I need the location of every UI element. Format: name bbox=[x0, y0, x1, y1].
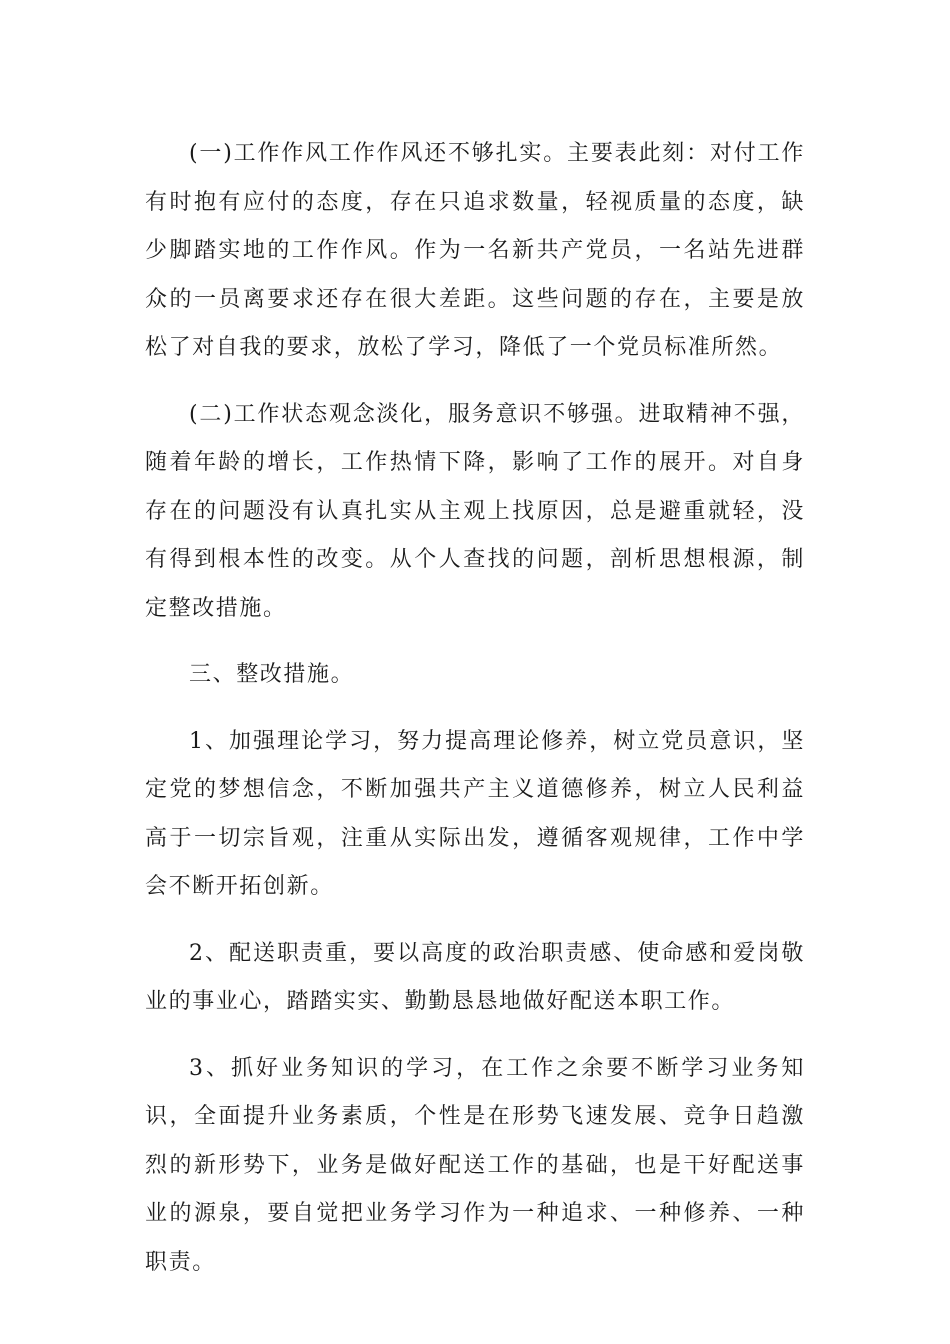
paragraph-work-style: (一)工作作风工作作风还不够扎实。主要表此刻：对付工作有时抱有应付的态度，存在只追求数量，轻视质量的态度，缺少脚踏实地的工作作风。作为一名新共产党员，一名站先进群众的一员离要求还存在很大差距。这些问题的存在，主要是放松了对自我的要求，放松了学习，降低了一个党员标准所然。 bbox=[145, 141, 805, 360]
paragraph-work-status: (二)工作状态观念淡化，服务意识不够强。进取精神不强，随着年龄的增长，工作热情下降，影响了工作的展开。对自身存在的问题没有认真扎实从主观上找原因，总是避重就轻，没有得到根本性的改变。从个人查找的问题，剖析思想根源，制定整改措施。 bbox=[145, 401, 805, 621]
document-body bbox=[145, 130, 805, 1305]
section-heading-rectification: 三、整改措施。 bbox=[189, 662, 355, 687]
paragraph-measure-3: 3、抓好业务知识的学习，在工作之余要不断学习业务知识，全面提升业务素质，个性是在形势飞速发展、竞争日趋激烈的新形势下，业务是做好配送工作的基础，也是干好配送事业的源泉，要自觉把业务学习作为一种追求、一种修养、一种职责。 bbox=[145, 1055, 805, 1275]
paragraph-measure-1: 1、加强理论学习，努力提高理论修养，树立党员意识，坚定党的梦想信念，不断加强共产主义道德修养，树立人民利益高于一切宗旨观，注重从实际出发，遵循客观规律，工作中学会不断开拓创新。 bbox=[145, 728, 805, 899]
paragraph-measure-2: 2、配送职责重，要以高度的政治职责感、使命感和爱岗敬业的事业心，踏踏实实、勤勤恳恳地做好配送本职工作。 bbox=[145, 940, 805, 1014]
